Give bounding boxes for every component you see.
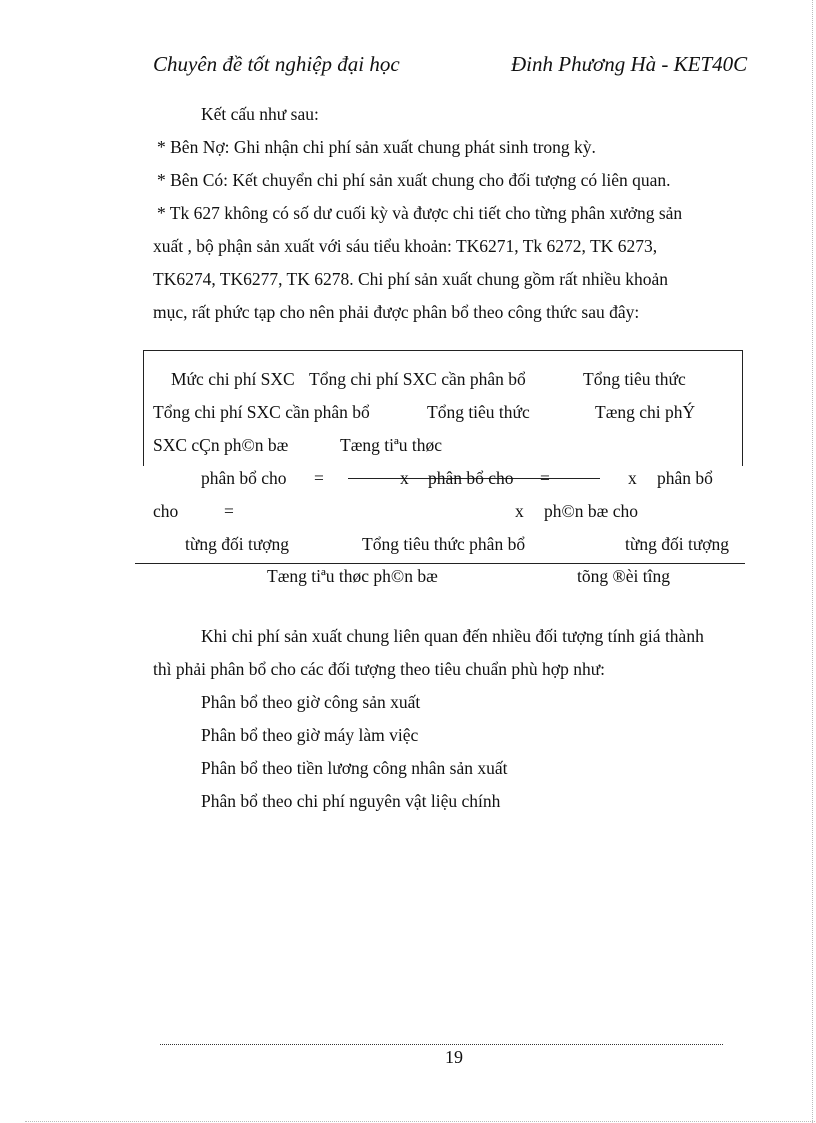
formula-r5-d: ph©n bæ cho [544,501,638,521]
formula-r2-a: Tổng chi phí SXC cần phân bổ [153,402,370,422]
intro-line-4: * Tk 627 không có số dư cuối kỳ và được chi tiết cho từng phân xưởng sản [157,203,683,223]
outro-line-2: thì phải phân bổ cho các đối tượng theo tiêu chuẩn phù hợp như: [153,659,606,679]
intro-line-7: mục, rất phức tạp cho nên phải được phân bổ theo công thức sau đây: [153,302,640,322]
formula-r5-equals: = [224,501,234,521]
formula-r3-b: Tæng tiªu thøc [340,435,443,455]
formula-r2-b: Tổng tiêu thức [427,402,530,422]
intro-line-5: xuất , bộ phận sản xuất với sáu tiểu khoản: TK6271, Tk 6272, TK 6273, [153,236,658,256]
formula-r4-a: phân bổ cho [201,468,287,488]
intro-line-2: * Bên Nợ: Ghi nhận chi phí sản xuất chung phát sinh trong kỳ. [157,137,596,157]
outro-line-1: Khi chi phí sản xuất chung liên quan đến nhiều đối tượng tính giá thành [201,626,704,646]
intro-line-1: Kết cấu như sau: [201,104,319,124]
formula-r4-equals-2: = [540,468,550,488]
formula-r4-times-1: x [400,468,409,488]
outro-item-1: Phân bổ theo giờ công sản xuất [201,692,421,712]
fraction-bar-lower [135,563,745,564]
formula-r5-a: cho [153,501,179,521]
footer-divider [160,1044,723,1045]
formula-r4-equals-1: = [314,468,324,488]
formula-r7-a: Tæng tiªu thøc ph©n bæ [267,566,438,586]
formula-r6-b: Tổng tiêu thức phân bổ [362,534,526,554]
formula-r7-b: tõng ®èi tîng [577,566,671,586]
formula-r4-g: phân bổ [657,468,713,488]
formula-r4-d: phân bổ cho [428,468,514,488]
page-right-edge [812,0,813,1123]
page-number: 19 [445,1047,463,1067]
formula-r6-c: từng đối tượng [625,534,730,554]
outro-item-3: Phân bổ theo tiền lương công nhân sản xuất [201,758,508,778]
page-bottom-edge [25,1121,815,1122]
formula-r1-b: Tổng chi phí SXC cần phân bổ [309,369,526,389]
intro-line-6: TK6274, TK6277, TK 6278. Chi phí sản xuất chung gồm rất nhiều khoản [153,269,669,289]
formula-r2-c: Tæng chi phÝ [595,402,696,422]
formula-r1-a: Mức chi phí SXC [171,369,295,389]
outro-item-2: Phân bổ theo giờ máy làm việc [201,725,419,745]
formula-r5-times: x [515,501,524,521]
formula-r6-a: từng đối tượng [185,534,290,554]
formula-r4-times-2: x [628,468,637,488]
formula-r3-a: SXC cÇn ph©n bæ [153,435,289,455]
formula-r1-c: Tổng tiêu thức [583,369,686,389]
outro-item-4: Phân bổ theo chi phí nguyên vật liệu chính [201,791,501,811]
intro-line-3: * Bên Có: Kết chuyển chi phí sản xuất chung cho đối tượng có liên quan. [157,170,671,190]
header-author-right: Đinh Phương Hà - KET40C [511,52,748,76]
header-title-left: Chuyên đề tốt nghiệp đại học [153,52,400,76]
